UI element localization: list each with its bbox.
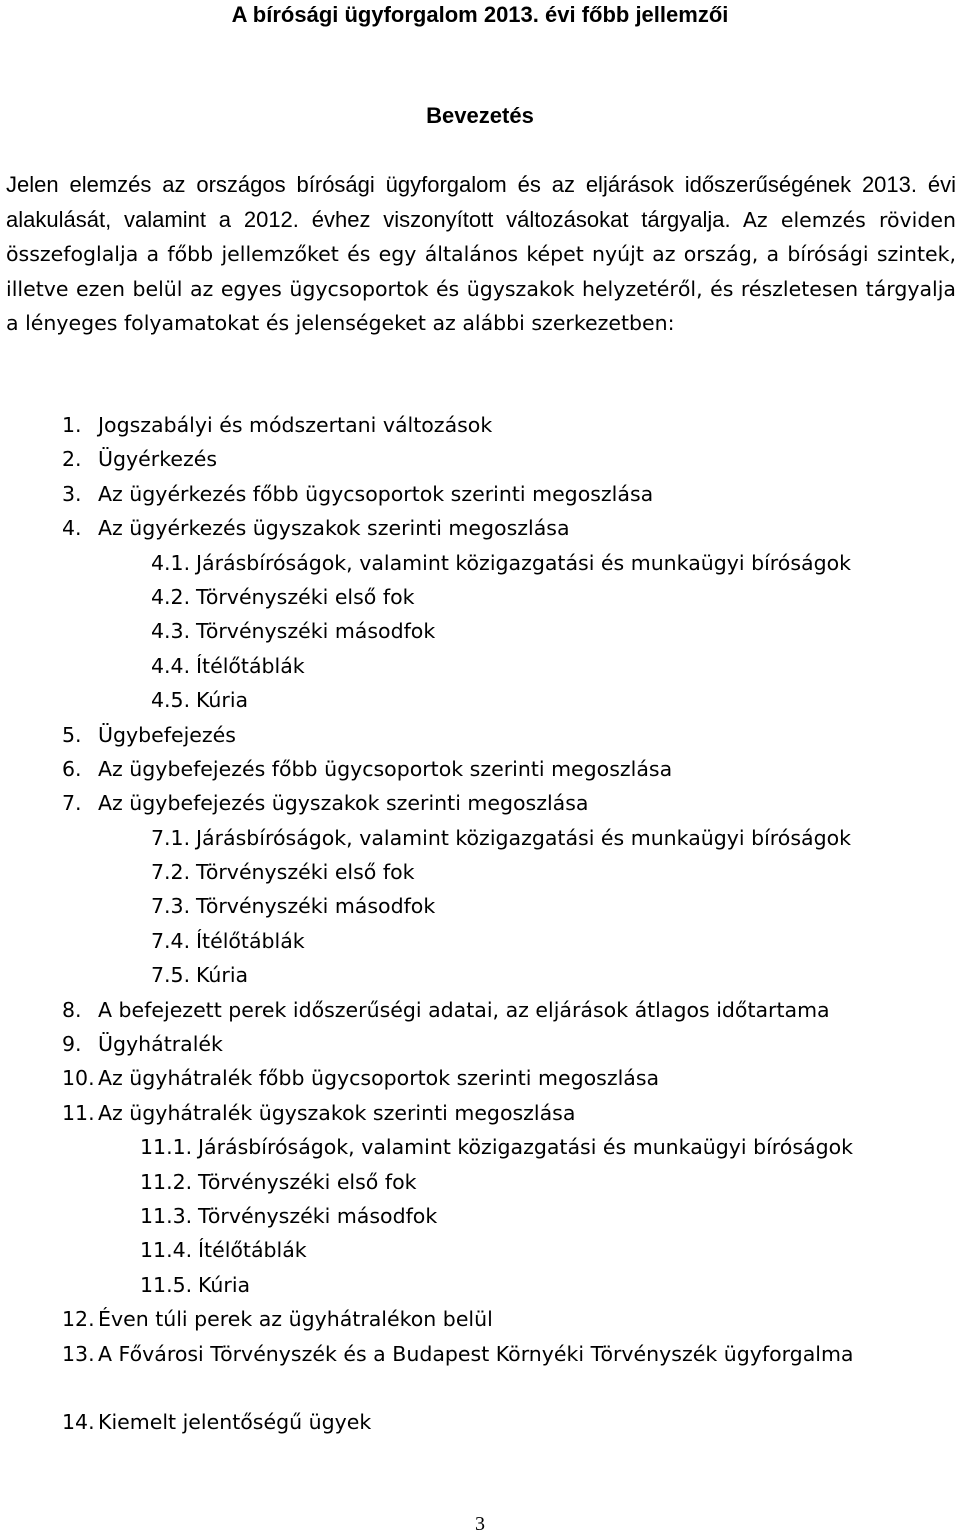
toc-item-number: 4.2.	[151, 584, 191, 609]
toc-subitem	[0, 889, 960, 923]
toc-item-text: Kúria	[196, 963, 249, 988]
toc-item-number: 5.	[62, 722, 82, 747]
toc-item-number: 7.3.	[151, 894, 191, 919]
toc-item	[0, 718, 960, 752]
toc-item-number: 7.	[62, 791, 82, 816]
toc-item	[0, 477, 960, 511]
toc-subitem	[0, 614, 960, 648]
toc-item-text: Ítélőtáblák	[196, 928, 305, 953]
page-number: 3	[475, 1513, 485, 1535]
toc-subitem	[0, 649, 960, 683]
intro-text-part1: Jelen elemzés az országos bírósági ügyforgalom és az eljárások időszerűségének 2013. évi alakulását, valamint a 2012. évhez viszonyított változásokat tárgyalja.	[6, 172, 956, 232]
toc-subitem	[0, 821, 960, 855]
toc-subitem	[0, 1233, 960, 1267]
toc-item	[0, 993, 960, 1027]
toc-item-number: 4.3.	[151, 619, 191, 644]
toc-item-text: A befejezett perek időszerűségi adatai, az eljárások átlagos időtartama	[98, 997, 830, 1022]
toc-item-number: 11.3.	[140, 1203, 193, 1228]
toc-item-text: Járásbíróságok, valamint közigazgatási és munkaügyi bíróságok	[196, 550, 851, 575]
toc-item-text: Ítélőtáblák	[198, 1238, 307, 1263]
toc-item-text: Törvényszéki másodfok	[196, 894, 436, 919]
toc-item-text: Ügybefejezés	[98, 722, 236, 747]
toc-item	[0, 752, 960, 786]
toc-item	[0, 1096, 960, 1130]
toc-item-number: 4.	[62, 516, 82, 541]
toc-item-text: Az ügybefejezés főbb ügycsoportok szerinti megoszlása	[98, 756, 673, 781]
toc-item-text: Kúria	[198, 1272, 251, 1297]
toc-item-number: 7.4.	[151, 928, 191, 953]
toc-item-number: 4.1.	[151, 550, 191, 575]
toc-item-text: Az ügyhátralék ügyszakok szerinti megoszlása	[98, 1100, 576, 1125]
toc-item-text: A Fővárosi Törvényszék és a Budapest Környéki Törvényszék ügyforgalma	[98, 1341, 854, 1366]
toc-subitem	[0, 683, 960, 717]
toc-item-text: Az ügyérkezés főbb ügycsoportok szerinti megoszlása	[98, 481, 654, 506]
toc-subitem	[0, 546, 960, 580]
toc-item	[0, 511, 960, 545]
toc-item	[0, 1061, 960, 1095]
intro-paragraph	[6, 168, 956, 341]
toc-item-text: Törvényszéki másodfok	[196, 619, 436, 644]
toc-item-text: Törvényszéki első fok	[198, 1169, 417, 1194]
toc-subitem	[0, 924, 960, 958]
toc-item-text: Törvényszéki másodfok	[198, 1203, 438, 1228]
toc-item-number: 13.	[62, 1341, 95, 1366]
toc-subitem	[0, 1268, 960, 1302]
toc-item-number: 9.	[62, 1032, 82, 1057]
toc-subitem	[0, 580, 960, 614]
toc-item-text: Ügyhátralék	[98, 1032, 223, 1057]
toc-item-number: 12.	[62, 1307, 95, 1332]
toc-item-text: Az ügybefejezés ügyszakok szerinti megoszlása	[98, 791, 589, 816]
toc-item-number: 11.2.	[140, 1169, 193, 1194]
toc-item-number: 14.	[62, 1410, 95, 1435]
toc-item-text: Ítélőtáblák	[196, 653, 305, 678]
toc-item	[0, 1337, 960, 1406]
toc-item-number: 7.5.	[151, 963, 191, 988]
toc-subitem	[0, 1165, 960, 1199]
toc-item-text: Járásbíróságok, valamint közigazgatási és munkaügyi bíróságok	[198, 1135, 853, 1160]
toc-item-number: 7.2.	[151, 860, 191, 885]
toc-item-text: Éven túli perek az ügyhátralékon belül	[98, 1307, 493, 1332]
toc-item-number: 3.	[62, 481, 82, 506]
toc-item-number: 6.	[62, 756, 82, 781]
toc-item	[0, 408, 960, 442]
toc-item-text: Járásbíróságok, valamint közigazgatási és munkaügyi bíróságok	[196, 825, 851, 850]
toc-item-number: 11.4.	[140, 1238, 193, 1263]
toc-item	[0, 442, 960, 476]
toc-item	[0, 1405, 960, 1439]
toc-item	[0, 786, 960, 820]
toc-subitem	[0, 855, 960, 889]
toc-item-number: 4.4.	[151, 653, 191, 678]
toc-item-text: Kiemelt jelentőségű ügyek	[98, 1410, 372, 1435]
toc-item-number: 10.	[62, 1066, 95, 1091]
toc-item-text: Törvényszéki első fok	[196, 860, 415, 885]
toc-item-number: 1.	[62, 413, 82, 437]
toc-item-number: 8.	[62, 997, 82, 1022]
toc-item-text: Az ügyhátralék főbb ügycsoportok szerinti megoszlása	[98, 1066, 660, 1091]
toc-subitem	[0, 1199, 960, 1233]
toc-subitem	[0, 958, 960, 992]
toc-item-number: 2.	[62, 447, 82, 472]
toc-item-text: Jogszabályi és módszertani változások	[98, 413, 493, 437]
toc-item-text: Az ügyérkezés ügyszakok szerinti megoszlása	[98, 516, 570, 541]
intro-text-part2: Az elemzés röviden összefoglalja a főbb jellemzőket és egy általános képet nyújt az ország, a bírósági szintek, illetve ezen belül az egyes ügycsoportok és ügyszakok helyzetéről, és részletesen tárgyalja a lényeges folyamatokat és jelenségeket az alábbi szerkezetben:	[6, 207, 956, 335]
toc-item-number: 11.1.	[140, 1135, 193, 1160]
toc-item-number: 11.	[62, 1100, 95, 1125]
table-of-contents	[0, 408, 960, 1440]
toc-item-number: 7.1.	[151, 825, 191, 850]
toc-item-text: Kúria	[196, 688, 249, 713]
toc-item	[0, 1302, 960, 1336]
toc-item-text: Törvényszéki első fok	[196, 584, 415, 609]
section-heading: Bevezetés	[426, 103, 534, 128]
toc-subitem	[0, 1130, 960, 1164]
toc-item-number: 11.5.	[140, 1272, 193, 1297]
toc-item-text: Ügyérkezés	[98, 447, 217, 472]
toc-item-number: 4.5.	[151, 688, 191, 713]
document-title: A bírósági ügyforgalom 2013. évi főbb jellemzői	[231, 2, 729, 27]
toc-item	[0, 1027, 960, 1061]
